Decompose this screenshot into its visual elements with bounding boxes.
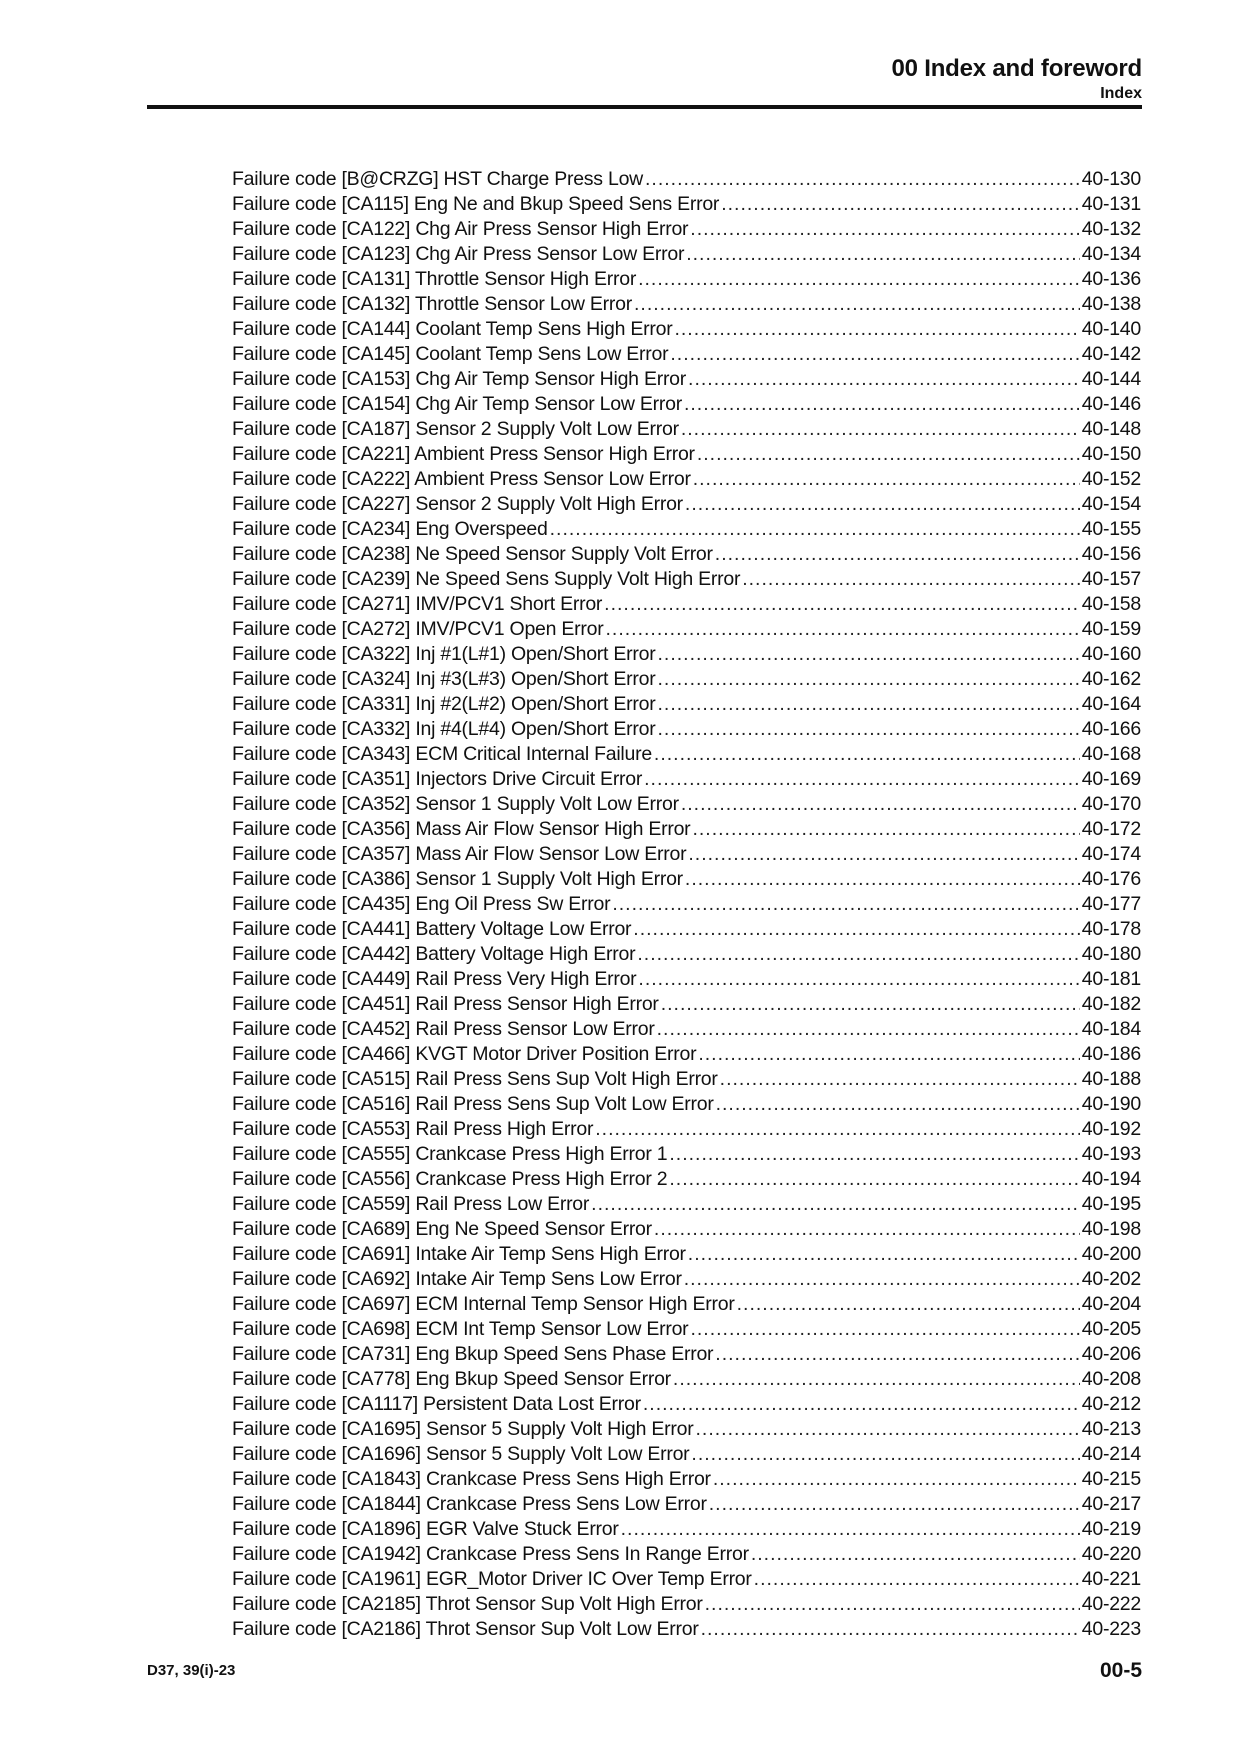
index-entry-label: Failure code [CA357] Mass Air Flow Sensor Low Error bbox=[232, 843, 687, 865]
dot-leader bbox=[681, 417, 1080, 442]
index-entry[interactable] bbox=[232, 1117, 1141, 1142]
index-entry-label: Failure code [CA227] Sensor 2 Supply Volt High Error bbox=[232, 493, 683, 515]
index-entry-label: Failure code [CA238] Ne Speed Sensor Supply Volt Error bbox=[232, 543, 713, 565]
index-entry[interactable] bbox=[232, 442, 1141, 467]
index-entry[interactable] bbox=[232, 392, 1141, 417]
index-entry-page: 40-154 bbox=[1081, 493, 1141, 515]
index-entry[interactable] bbox=[232, 1442, 1141, 1467]
index-entry-page: 40-164 bbox=[1081, 693, 1141, 715]
index-entry-label: Failure code [CA449] Rail Press Very High Error bbox=[232, 968, 637, 990]
index-entry-label: Failure code [CA1844] Crankcase Press Sens Low Error bbox=[232, 1493, 707, 1515]
index-entry-page: 40-158 bbox=[1081, 593, 1141, 615]
dot-leader bbox=[633, 917, 1079, 942]
index-entry-label: Failure code [CA153] Chg Air Temp Sensor High Error bbox=[232, 368, 687, 390]
index-entry-label: Failure code [B@CRZG] HST Charge Press Low bbox=[232, 168, 643, 190]
index-entry[interactable] bbox=[232, 1267, 1141, 1292]
index-entry[interactable] bbox=[232, 1542, 1141, 1567]
index-entry[interactable] bbox=[232, 1517, 1141, 1542]
index-entry-label: Failure code [CA692] Intake Air Temp Sens Low Error bbox=[232, 1268, 682, 1290]
dot-leader bbox=[674, 317, 1079, 342]
index-entry-page: 40-132 bbox=[1081, 218, 1141, 240]
index-entry-page: 40-172 bbox=[1081, 818, 1141, 840]
index-entry-page: 40-144 bbox=[1081, 368, 1141, 390]
dot-leader bbox=[657, 642, 1079, 667]
index-entry-page: 40-194 bbox=[1081, 1168, 1141, 1190]
index-entry-page: 40-150 bbox=[1081, 443, 1141, 465]
index-entry[interactable] bbox=[232, 1567, 1141, 1592]
index-entry-label: Failure code [CA331] Inj #2(L#2) Open/Short Error bbox=[232, 693, 656, 715]
index-entry-label: Failure code [CA221] Ambient Press Sensor High Error bbox=[232, 443, 695, 465]
index-entry[interactable] bbox=[232, 367, 1141, 392]
dot-leader bbox=[720, 1067, 1080, 1092]
index-entry[interactable] bbox=[232, 667, 1141, 692]
index-entry[interactable] bbox=[232, 742, 1141, 767]
index-entry-label: Failure code [CA1843] Crankcase Press Sens High Error bbox=[232, 1468, 711, 1490]
index-entry-page: 40-176 bbox=[1081, 868, 1141, 890]
dot-leader bbox=[721, 192, 1080, 217]
index-entry[interactable] bbox=[232, 692, 1141, 717]
index-entry[interactable] bbox=[232, 1092, 1141, 1117]
dot-leader bbox=[661, 992, 1080, 1017]
index-entry-page: 40-200 bbox=[1081, 1243, 1141, 1265]
dot-leader bbox=[693, 467, 1080, 492]
index-entry-label: Failure code [CA352] Sensor 1 Supply Volt Low Error bbox=[232, 793, 679, 815]
index-entry-page: 40-157 bbox=[1081, 568, 1141, 590]
index-entry-page: 40-159 bbox=[1081, 618, 1141, 640]
index-entry-label: Failure code [CA555] Crankcase Press High Error 1 bbox=[232, 1143, 668, 1165]
dot-leader bbox=[669, 1167, 1079, 1192]
index-entry-page: 40-205 bbox=[1081, 1318, 1141, 1340]
page-header bbox=[147, 54, 1142, 104]
index-entry-label: Failure code [CA451] Rail Press Sensor High Error bbox=[232, 993, 659, 1015]
index-entry[interactable] bbox=[232, 467, 1141, 492]
index-entry-label: Failure code [CA1961] EGR_Motor Driver IC Over Temp Error bbox=[232, 1568, 752, 1590]
dot-leader bbox=[638, 967, 1079, 992]
index-entry-page: 40-195 bbox=[1081, 1193, 1141, 1215]
index-entry-page: 40-217 bbox=[1081, 1493, 1141, 1515]
dot-leader bbox=[621, 1517, 1080, 1542]
dot-leader bbox=[696, 1417, 1080, 1442]
index-entry[interactable] bbox=[232, 942, 1141, 967]
index-entry[interactable] bbox=[232, 992, 1141, 1017]
dot-leader bbox=[692, 817, 1079, 842]
index-entry-page: 40-130 bbox=[1081, 168, 1141, 190]
index-entry[interactable] bbox=[232, 1492, 1141, 1517]
index-entry[interactable] bbox=[232, 292, 1141, 317]
index-entry-label: Failure code [CA115] Eng Ne and Bkup Speed Sens Error bbox=[232, 193, 720, 215]
index-entry-label: Failure code [CA222] Ambient Press Sensor Low Error bbox=[232, 468, 691, 490]
index-entry-label: Failure code [CA234] Eng Overspeed bbox=[232, 518, 548, 540]
dot-leader bbox=[645, 167, 1080, 192]
index-entry-label: Failure code [CA515] Rail Press Sens Sup Volt High Error bbox=[232, 1068, 718, 1090]
index-entry[interactable] bbox=[232, 167, 1141, 192]
index-entry[interactable] bbox=[232, 842, 1141, 867]
index-entry[interactable] bbox=[232, 892, 1141, 917]
dot-leader bbox=[638, 267, 1080, 292]
index-entry-label: Failure code [CA356] Mass Air Flow Sensor High Error bbox=[232, 818, 691, 840]
index-entry[interactable] bbox=[232, 342, 1141, 367]
index-entry[interactable] bbox=[232, 617, 1141, 642]
index-entry[interactable] bbox=[232, 867, 1141, 892]
index-entry[interactable] bbox=[232, 517, 1141, 542]
dot-leader bbox=[604, 592, 1080, 617]
dot-leader bbox=[684, 1267, 1080, 1292]
index-entry-label: Failure code [CA731] Eng Bkup Speed Sens Phase Error bbox=[232, 1343, 714, 1365]
dot-leader bbox=[670, 342, 1079, 367]
index-entry-page: 40-166 bbox=[1081, 718, 1141, 740]
index-entry[interactable] bbox=[232, 1317, 1141, 1342]
index-entry-page: 40-181 bbox=[1081, 968, 1141, 990]
dot-leader bbox=[657, 717, 1079, 742]
dot-leader bbox=[742, 567, 1080, 592]
dot-leader bbox=[715, 542, 1080, 567]
dot-leader bbox=[686, 242, 1080, 267]
dot-leader bbox=[698, 1042, 1079, 1067]
index-entry-label: Failure code [CA1942] Crankcase Press Sens In Range Error bbox=[232, 1543, 749, 1565]
index-entry-page: 40-221 bbox=[1081, 1568, 1141, 1590]
index-entry[interactable] bbox=[232, 1242, 1141, 1267]
index-entry-page: 40-146 bbox=[1081, 393, 1141, 415]
dot-leader bbox=[637, 942, 1079, 967]
index-entry-page: 40-202 bbox=[1081, 1268, 1141, 1290]
index-entry[interactable] bbox=[232, 767, 1141, 792]
index-entry-page: 40-212 bbox=[1081, 1393, 1141, 1415]
dot-leader bbox=[684, 392, 1080, 417]
index-entry-label: Failure code [CA351] Injectors Drive Circuit Error bbox=[232, 768, 643, 790]
index-entry-page: 40-219 bbox=[1081, 1518, 1141, 1540]
index-entry-label: Failure code [CA343] ECM Critical Internal Failure bbox=[232, 743, 652, 765]
dot-leader bbox=[643, 1392, 1080, 1417]
index-entry[interactable] bbox=[232, 1217, 1141, 1242]
index-entry[interactable] bbox=[232, 1467, 1141, 1492]
index-entry[interactable] bbox=[232, 1617, 1141, 1642]
index-entry-label: Failure code [CA144] Coolant Temp Sens High Error bbox=[232, 318, 673, 340]
dot-leader bbox=[688, 367, 1080, 392]
dot-leader bbox=[669, 1142, 1079, 1167]
section-subtitle: Index bbox=[1100, 85, 1142, 102]
index-entry[interactable] bbox=[232, 317, 1141, 342]
index-entry-page: 40-136 bbox=[1081, 268, 1141, 290]
index-entry[interactable] bbox=[232, 1392, 1141, 1417]
index-entry[interactable] bbox=[232, 1067, 1141, 1092]
dot-leader bbox=[654, 1217, 1080, 1242]
dot-leader bbox=[685, 867, 1080, 892]
index-entry[interactable] bbox=[232, 642, 1141, 667]
dot-leader bbox=[644, 767, 1080, 792]
dot-leader bbox=[606, 617, 1080, 642]
index-entry-label: Failure code [CA332] Inj #4(L#4) Open/Short Error bbox=[232, 718, 656, 740]
dot-leader bbox=[691, 1442, 1079, 1467]
index-entry-label: Failure code [CA1696] Sensor 5 Supply Volt Low Error bbox=[232, 1443, 690, 1465]
index-entry-page: 40-192 bbox=[1081, 1118, 1141, 1140]
index-entry[interactable] bbox=[232, 1192, 1141, 1217]
index-entry[interactable] bbox=[232, 1167, 1141, 1192]
dot-leader bbox=[654, 742, 1080, 767]
index-entry-label: Failure code [CA553] Rail Press High Error bbox=[232, 1118, 594, 1140]
dot-leader bbox=[690, 217, 1079, 242]
index-entry-label: Failure code [CA452] Rail Press Sensor Low Error bbox=[232, 1018, 655, 1040]
index-entry-page: 40-193 bbox=[1081, 1143, 1141, 1165]
dot-leader bbox=[634, 292, 1080, 317]
dot-leader bbox=[657, 1017, 1080, 1042]
index-entry-label: Failure code [CA239] Ne Speed Sens Supply Volt High Error bbox=[232, 568, 741, 590]
index-entry-label: Failure code [CA697] ECM Internal Temp Sensor High Error bbox=[232, 1293, 735, 1315]
index-entry-page: 40-182 bbox=[1081, 993, 1141, 1015]
index-entry[interactable] bbox=[232, 1292, 1141, 1317]
index-entry-label: Failure code [CA1117] Persistent Data Lost Error bbox=[232, 1393, 641, 1415]
index-entry-page: 40-131 bbox=[1081, 193, 1141, 215]
index-entry-page: 40-222 bbox=[1081, 1593, 1141, 1615]
index-entry[interactable] bbox=[232, 542, 1141, 567]
index-entry-page: 40-156 bbox=[1081, 543, 1141, 565]
index-entry[interactable] bbox=[232, 967, 1141, 992]
index-entry[interactable] bbox=[232, 567, 1141, 592]
dot-leader bbox=[681, 792, 1080, 817]
dot-leader bbox=[591, 1192, 1080, 1217]
index-entry[interactable] bbox=[232, 492, 1141, 517]
index-entry-label: Failure code [CA324] Inj #3(L#3) Open/Short Error bbox=[232, 668, 656, 690]
dot-leader bbox=[751, 1542, 1080, 1567]
index-entry-page: 40-186 bbox=[1081, 1043, 1141, 1065]
index-entry-page: 40-148 bbox=[1081, 418, 1141, 440]
index-entry-page: 40-170 bbox=[1081, 793, 1141, 815]
index-entry-label: Failure code [CA556] Crankcase Press High Error 2 bbox=[232, 1168, 668, 1190]
section-title: 00 Index and foreword bbox=[891, 55, 1142, 82]
index-entry-label: Failure code [CA516] Rail Press Sens Sup Volt Low Error bbox=[232, 1093, 714, 1115]
index-entry-page: 40-138 bbox=[1081, 293, 1141, 315]
dot-leader bbox=[713, 1467, 1080, 1492]
index-entry[interactable] bbox=[232, 192, 1141, 217]
index-entry-page: 40-174 bbox=[1081, 843, 1141, 865]
footer-document-id: D37, 39(i)-23 bbox=[147, 1662, 236, 1679]
header-divider bbox=[147, 105, 1142, 109]
dot-leader bbox=[685, 492, 1080, 517]
index-entry-label: Failure code [CA322] Inj #1(L#1) Open/Short Error bbox=[232, 643, 656, 665]
index-entry-label: Failure code [CA122] Chg Air Press Sensor High Error bbox=[232, 218, 689, 240]
index-entry-label: Failure code [CA689] Eng Ne Speed Sensor Error bbox=[232, 1218, 652, 1240]
index-entry-page: 40-204 bbox=[1081, 1293, 1141, 1315]
dot-leader bbox=[737, 1292, 1080, 1317]
index-entry-page: 40-152 bbox=[1081, 468, 1141, 490]
dot-leader bbox=[715, 1342, 1079, 1367]
index-entry-label: Failure code [CA435] Eng Oil Press Sw Error bbox=[232, 893, 611, 915]
index-entry-page: 40-162 bbox=[1081, 668, 1141, 690]
index-entry-page: 40-213 bbox=[1081, 1418, 1141, 1440]
index-entry-label: Failure code [CA131] Throttle Sensor High Error bbox=[232, 268, 637, 290]
index-entry-page: 40-190 bbox=[1081, 1093, 1141, 1115]
index-entry[interactable] bbox=[232, 1142, 1141, 1167]
index-entry-label: Failure code [CA1896] EGR Valve Stuck Error bbox=[232, 1518, 619, 1540]
index-entry-page: 40-180 bbox=[1081, 943, 1141, 965]
index-entry[interactable] bbox=[232, 242, 1141, 267]
index-entry-page: 40-178 bbox=[1081, 918, 1141, 940]
index-entry[interactable] bbox=[232, 1367, 1141, 1392]
index-entry-page: 40-214 bbox=[1081, 1443, 1141, 1465]
index-entry-label: Failure code [CA1695] Sensor 5 Supply Volt High Error bbox=[232, 1418, 694, 1440]
index-entry[interactable] bbox=[232, 792, 1141, 817]
footer-page-number: 00-5 bbox=[1099, 1659, 1142, 1682]
index-entry-label: Failure code [CA698] ECM Int Temp Sensor Low Error bbox=[232, 1318, 689, 1340]
index-list bbox=[232, 167, 1141, 1642]
dot-leader bbox=[705, 1592, 1080, 1617]
index-entry[interactable] bbox=[232, 1592, 1141, 1617]
index-entry-page: 40-140 bbox=[1081, 318, 1141, 340]
dot-leader bbox=[657, 692, 1079, 717]
dot-leader bbox=[709, 1492, 1080, 1517]
index-entry-page: 40-155 bbox=[1081, 518, 1141, 540]
index-entry-page: 40-169 bbox=[1081, 768, 1141, 790]
index-entry-label: Failure code [CA154] Chg Air Temp Sensor Low Error bbox=[232, 393, 682, 415]
index-entry-label: Failure code [CA123] Chg Air Press Sensor Low Error bbox=[232, 243, 685, 265]
index-entry-page: 40-220 bbox=[1081, 1543, 1141, 1565]
index-entry-label: Failure code [CA559] Rail Press Low Error bbox=[232, 1193, 590, 1215]
dot-leader bbox=[550, 517, 1080, 542]
index-entry-page: 40-134 bbox=[1081, 243, 1141, 265]
dot-leader bbox=[688, 842, 1079, 867]
index-entry[interactable] bbox=[232, 1017, 1141, 1042]
dot-leader bbox=[690, 1317, 1079, 1342]
index-entry-page: 40-184 bbox=[1081, 1018, 1141, 1040]
index-entry-label: Failure code [CA272] IMV/PCV1 Open Error bbox=[232, 618, 604, 640]
index-entry[interactable] bbox=[232, 1042, 1141, 1067]
index-entry-page: 40-208 bbox=[1081, 1368, 1141, 1390]
index-entry-page: 40-206 bbox=[1081, 1343, 1141, 1365]
index-entry[interactable] bbox=[232, 1342, 1141, 1367]
index-entry-label: Failure code [CA2186] Throt Sensor Sup Volt Low Error bbox=[232, 1618, 699, 1640]
index-entry[interactable] bbox=[232, 1417, 1141, 1442]
dot-leader bbox=[673, 1367, 1080, 1392]
index-entry-label: Failure code [CA441] Battery Voltage Low Error bbox=[232, 918, 632, 940]
index-entry[interactable] bbox=[232, 592, 1141, 617]
index-entry-label: Failure code [CA778] Eng Bkup Speed Sensor Error bbox=[232, 1368, 671, 1390]
index-entry-page: 40-198 bbox=[1081, 1218, 1141, 1240]
index-entry-label: Failure code [CA132] Throttle Sensor Low Error bbox=[232, 293, 632, 315]
index-entry[interactable] bbox=[232, 417, 1141, 442]
index-entry-label: Failure code [CA466] KVGT Motor Driver Position Error bbox=[232, 1043, 697, 1065]
index-entry[interactable] bbox=[232, 717, 1141, 742]
index-entry-page: 40-188 bbox=[1081, 1068, 1141, 1090]
dot-leader bbox=[595, 1117, 1080, 1142]
dot-leader bbox=[701, 1617, 1080, 1642]
index-entry-label: Failure code [CA187] Sensor 2 Supply Volt Low Error bbox=[232, 418, 679, 440]
dot-leader bbox=[754, 1567, 1080, 1592]
index-entry[interactable] bbox=[232, 817, 1141, 842]
index-entry[interactable] bbox=[232, 217, 1141, 242]
dot-leader bbox=[688, 1242, 1080, 1267]
index-entry-label: Failure code [CA271] IMV/PCV1 Short Error bbox=[232, 593, 603, 615]
index-entry-label: Failure code [CA2185] Throt Sensor Sup Volt High Error bbox=[232, 1593, 703, 1615]
index-entry-label: Failure code [CA386] Sensor 1 Supply Volt High Error bbox=[232, 868, 683, 890]
index-entry-page: 40-215 bbox=[1081, 1468, 1141, 1490]
dot-leader bbox=[697, 442, 1080, 467]
index-entry-page: 40-168 bbox=[1081, 743, 1141, 765]
index-entry[interactable] bbox=[232, 267, 1141, 292]
dot-leader bbox=[612, 892, 1079, 917]
index-entry-page: 40-142 bbox=[1081, 343, 1141, 365]
index-entry-page: 40-160 bbox=[1081, 643, 1141, 665]
index-entry-page: 40-177 bbox=[1081, 893, 1141, 915]
index-entry[interactable] bbox=[232, 917, 1141, 942]
index-entry-label: Failure code [CA691] Intake Air Temp Sens High Error bbox=[232, 1243, 686, 1265]
dot-leader bbox=[657, 667, 1079, 692]
index-entry-label: Failure code [CA145] Coolant Temp Sens Low Error bbox=[232, 343, 669, 365]
index-entry-page: 40-223 bbox=[1081, 1618, 1141, 1640]
dot-leader bbox=[716, 1092, 1080, 1117]
index-entry-label: Failure code [CA442] Battery Voltage High Error bbox=[232, 943, 636, 965]
